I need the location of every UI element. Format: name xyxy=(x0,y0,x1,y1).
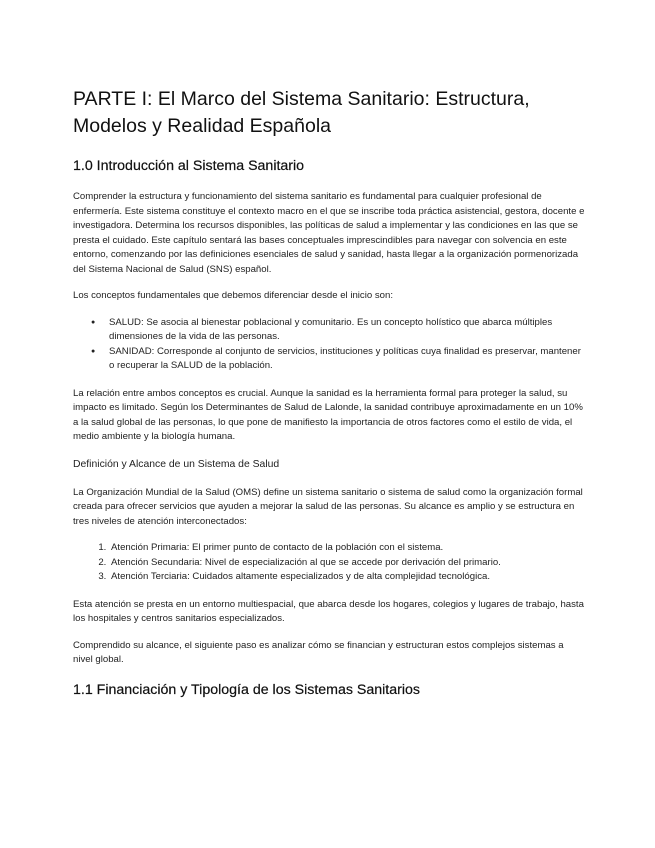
relation-paragraph: La relación entre ambos conceptos es crucial. Aunque la sanidad es la herramienta formal para proteger la salud, su impacto es limitado. Según los Determinantes de Salud de Lalonde, la sanidad contribuye aproximadamente en un 10% a la salud global de las personas, lo que pone de manifiesto la importancia de otros factores como el estilo de vida, el medio ambiente y la biología humana. xyxy=(73,387,583,442)
list-item: 2. Atención Secundaria: Nivel de especialización al que se accede por derivación del primario. xyxy=(109,556,585,571)
section-heading-intro: 1.0 Introducción al Sistema Sanitario xyxy=(73,158,305,174)
list-item: 1. Atención Primaria: El primer punto de contacto de la población con el sistema. xyxy=(109,541,585,556)
oms-paragraph: La Organización Mundial de la Salud (OMS) define un sistema sanitario o sistema de salud como la organización formal creada para ofrecer servicios que ayuden a mejorar la salud de las personas. Su alcance es amplio y se estructura en tres niveles de atención interconectados: xyxy=(73,486,583,527)
multispace-paragraph: Esta atención se presta en un entorno multiespacial, que abarca desde los hogares, colegios y lugares de trabajo, hasta los hospitales y centros sanitarios especializados. xyxy=(73,598,584,624)
care-levels-list xyxy=(73,541,585,585)
intro-paragraph: Comprender la estructura y funcionamiento del sistema sanitario es fundamental para cualquier profesional de enfermería. Este sistema constituye el contexto macro en el que se inscribe toda práctica asistencial, gestora, docente e investigadora. Determina los recursos disponibles, las políticas de salud a implementar y las condiciones en las que se presta el cuidado. Este capítulo sentará las bases conceptuales imprescindibles para navegar con solvencia en este entorno, comenzando por las definiciones esenciales de salud y sanidad, hasta llegar a la organización pormenorizada del Sistema Nacional de Salud (SNS) español. xyxy=(73,191,585,275)
list-item: ● SANIDAD: Corresponde al conjunto de servicios, instituciones y políticas cuya finalidad es preservar, mantener o recuperar la SALUD de la población. xyxy=(109,345,585,374)
list-item: 3. Atención Terciaria: Cuidados altamente especializados y de alta complejidad tecnológica. xyxy=(109,570,585,585)
page-title: PARTE I: El Marco del Sistema Sanitario: Estructura, Modelos y Realidad Española xyxy=(73,88,530,137)
concepts-lead-paragraph: Los conceptos fundamentales que debemos diferenciar desde el inicio son: xyxy=(73,290,393,301)
list-item: ● SALUD: Se asocia al bienestar poblacional y comunitario. Es un concepto holístico que abarca múltiples dimensiones de la vida de las personas. xyxy=(109,316,585,345)
next-step-paragraph: Comprendido su alcance, el siguiente paso es analizar cómo se financian y estructuran estos complejos sistemas a nivel global. xyxy=(73,639,564,665)
concepts-list xyxy=(73,316,585,374)
subsection-heading-definition: Definición y Alcance de un Sistema de Salud xyxy=(73,458,280,470)
section-heading-financing: 1.1 Financiación y Tipología de los Sistemas Sanitarios xyxy=(73,681,420,698)
